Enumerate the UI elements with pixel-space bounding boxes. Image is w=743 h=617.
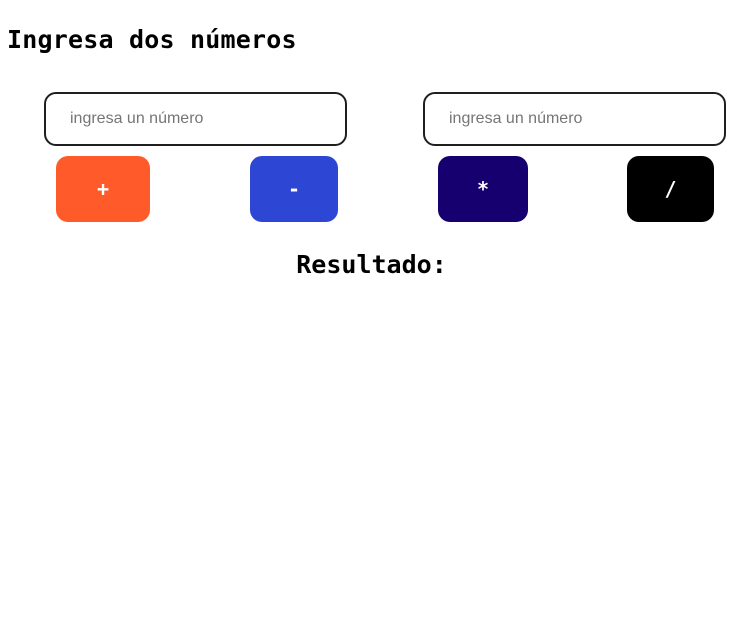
first-number-input[interactable] [44,92,347,146]
subtract-button[interactable]: - [250,156,338,222]
divide-button[interactable]: / [627,156,714,222]
page-title: Ingresa dos números [7,25,297,54]
multiply-button[interactable]: * [438,156,528,222]
second-number-input[interactable] [423,92,726,146]
result-label: Resultado: [296,250,447,279]
add-button[interactable]: + [56,156,150,222]
